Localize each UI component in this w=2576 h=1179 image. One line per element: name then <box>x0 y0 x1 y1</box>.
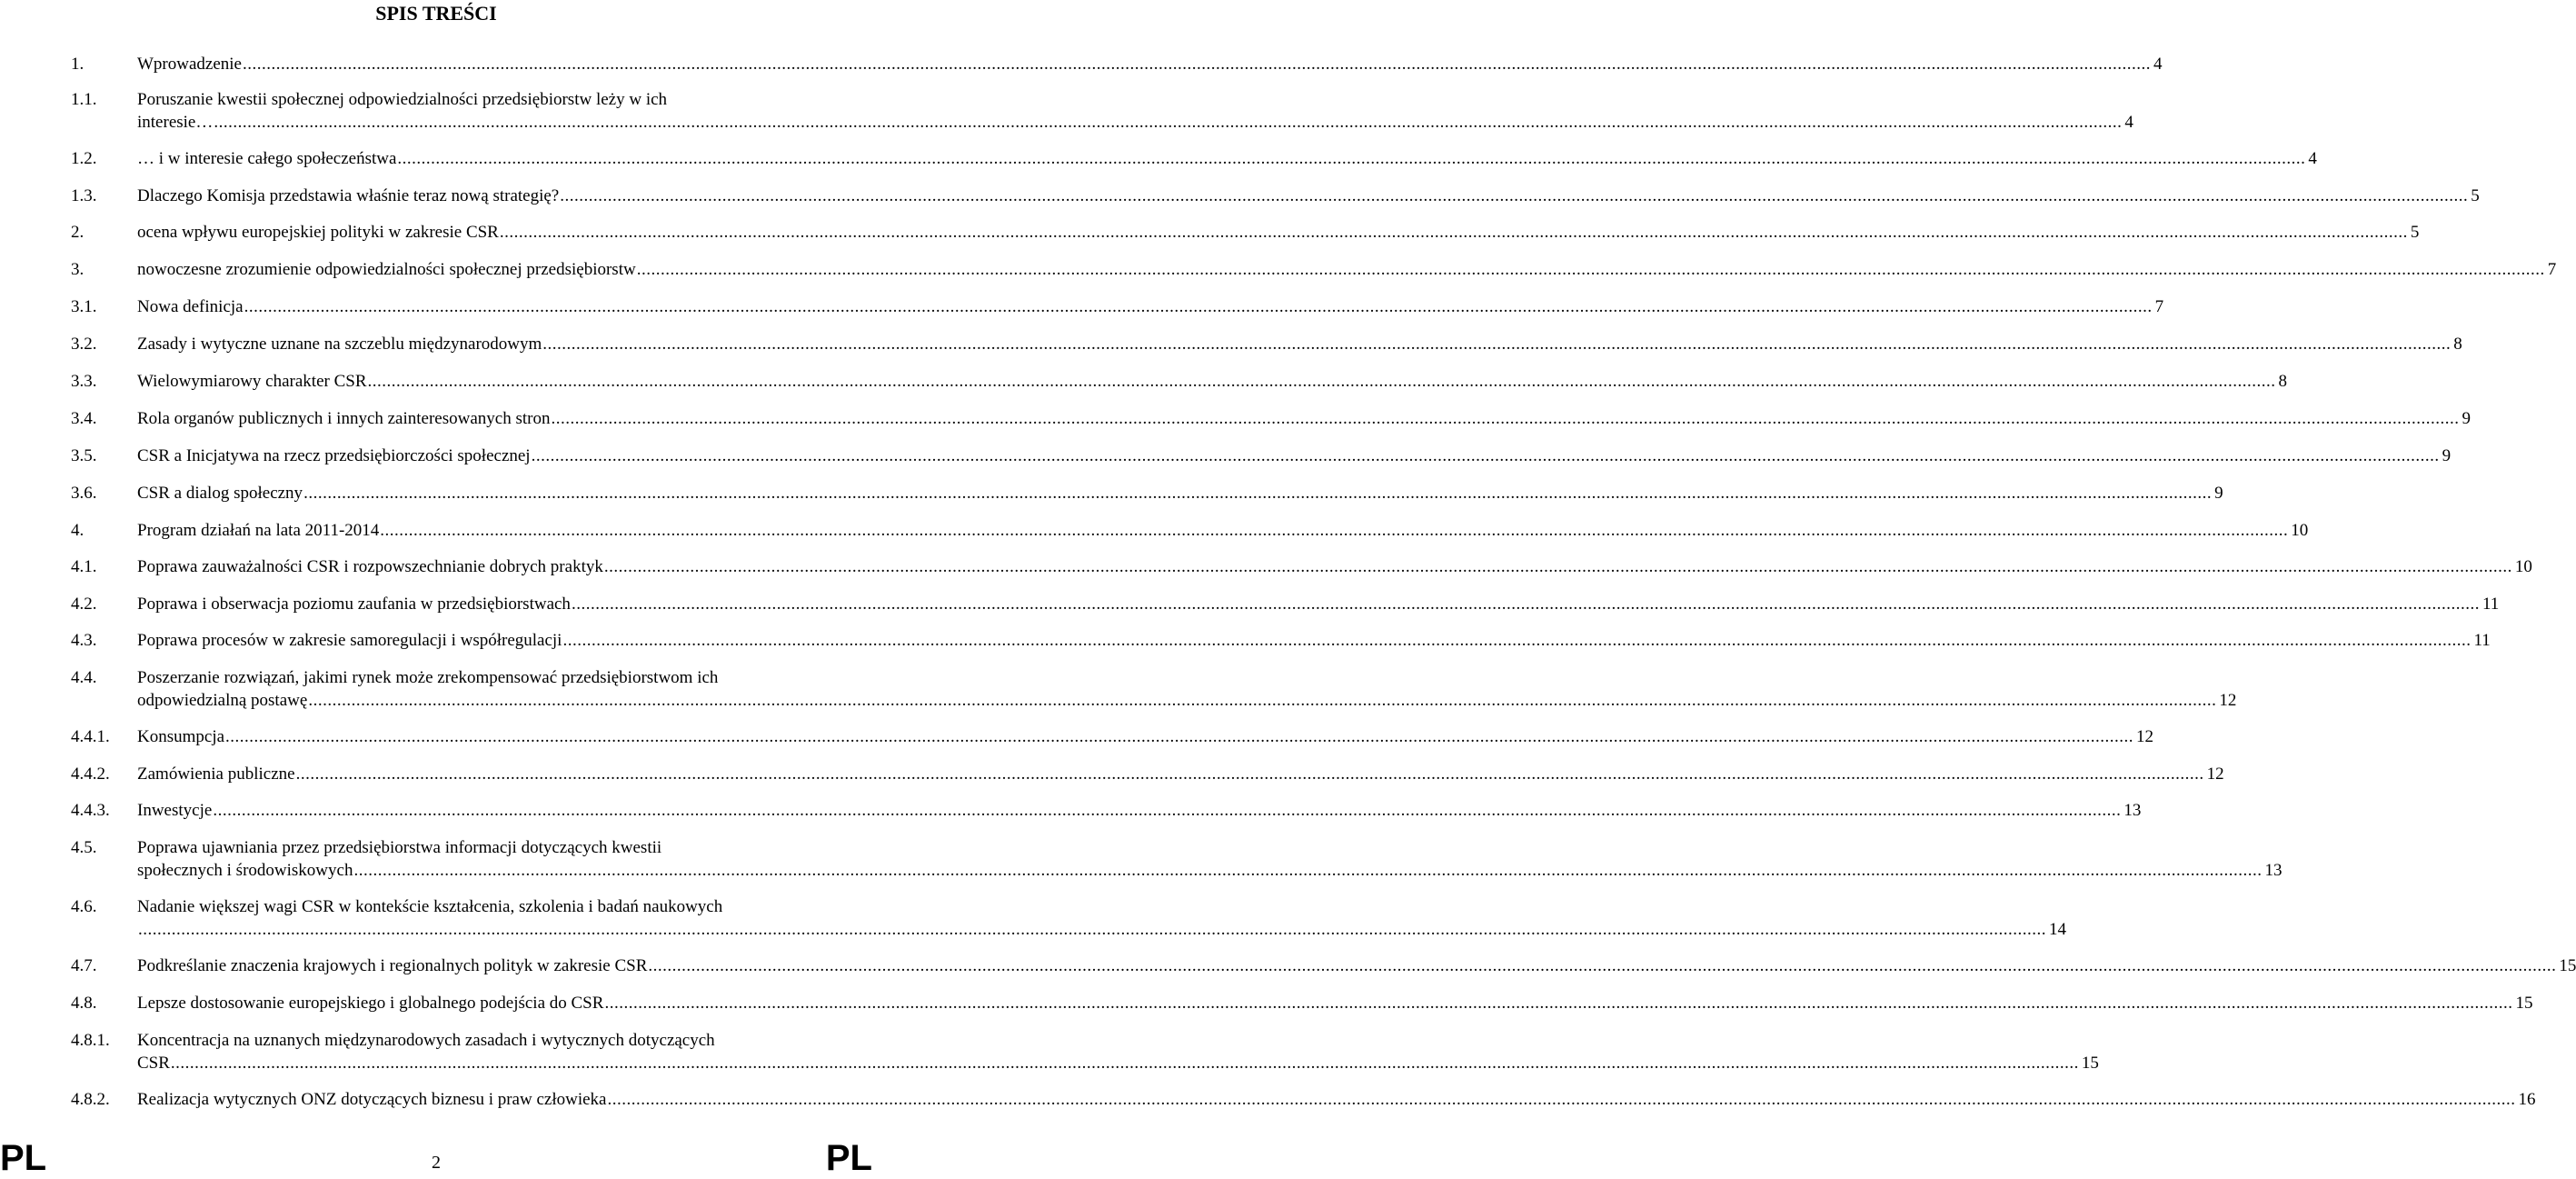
toc-entry-title: Zasady i wytyczne uznane na szczeblu międzynarodowym <box>137 335 542 354</box>
toc-entry[interactable] <box>71 895 2066 941</box>
toc-entry-page: 8 <box>2453 335 2462 354</box>
toc-entry-page: 8 <box>2278 372 2288 391</box>
toc-entry-title: ocena wpływu europejskiej polityki w zakresie CSR <box>137 223 499 242</box>
toc-entry[interactable] <box>71 147 2317 170</box>
toc-entry-title: Inwestycje <box>137 801 213 820</box>
dot-leader: ................................................................................................................................................................................................................................................................................................................................................................................................................ <box>636 260 2545 279</box>
language-code-right: PL <box>825 1138 872 1178</box>
toc-entry-number: 4.3. <box>71 631 97 650</box>
toc-entry[interactable] <box>71 53 2163 75</box>
toc-entry-title: Zamówienia publiczne <box>137 764 295 784</box>
toc-entry[interactable] <box>71 445 2452 467</box>
toc-entry-page: 15 <box>2515 994 2533 1013</box>
dot-leader: ................................................................................................................................................................................................................................................................................................................................................................................................................ <box>367 372 2276 391</box>
toc-entry-page: 9 <box>2214 484 2223 503</box>
toc-entry-title: Dlaczego Komisja przedstawia właśnie teraz nową strategię? <box>137 186 560 205</box>
toc-entry-number: 3. <box>71 260 85 279</box>
toc-entry-page: 11 <box>2482 594 2500 614</box>
dot-leader: ................................................................................................................................................................................................................................................................................................................................................................................................................ <box>138 920 2046 939</box>
toc-entry-page: 4 <box>2153 55 2163 74</box>
toc-entry-number: 4.5. <box>71 838 97 857</box>
dot-leader: ................................................................................................................................................................................................................................................................................................................................................................................................................ <box>499 223 2408 242</box>
toc-entry-number: 1.2. <box>71 149 97 168</box>
toc-entry[interactable] <box>71 370 2288 393</box>
toc-entry[interactable] <box>71 1088 2536 1111</box>
dot-leader: ................................................................................................................................................................................................................................................................................................................................................................................................................ <box>213 801 2122 820</box>
dot-leader: ................................................................................................................................................................................................................................................................................................................................................................................................................ <box>571 594 2480 614</box>
toc-entry-page: 12 <box>2219 691 2237 710</box>
toc-entry-title: … i w interesie całego społeczeństwa <box>137 149 397 168</box>
toc-entry-title: Lepsze dostosowanie europejskiego i globalnego podejścia do CSR <box>137 994 604 1013</box>
dot-leader: ................................................................................................................................................................................................................................................................................................................................................................................................................ <box>397 149 2306 168</box>
toc-entry-number: 4.8.1. <box>71 1031 110 1050</box>
toc-entry-page: 12 <box>2206 764 2224 784</box>
toc-entry[interactable] <box>71 88 2133 134</box>
toc-entry-title: Nowa definicja <box>137 297 244 316</box>
toc-entry-title-line: Poszerzanie rozwiązań, jakimi rynek może zrekompensować przedsiębiorstwom ich <box>137 668 719 687</box>
toc-entry-title: Podkreślanie znaczenia krajowych i regionalnych polityk w zakresie CSR <box>137 956 648 975</box>
toc-entry-number: 1.3. <box>71 186 97 205</box>
dot-leader: ................................................................................................................................................................................................................................................................................................................................................................................................................ <box>225 727 2134 746</box>
toc-entry-number: 3.3. <box>71 372 97 391</box>
toc-entry-title: Poprawa procesów w zakresie samoregulacji i współregulacji <box>137 631 562 650</box>
toc-entry-title: Rola organów publicznych i innych zainteresowanych stron <box>137 409 551 428</box>
toc-entry[interactable] <box>71 1029 2099 1074</box>
toc-entry-number: 2. <box>71 223 85 242</box>
toc-entry-number: 3.2. <box>71 335 97 354</box>
toc-entry-number: 3.5. <box>71 446 97 465</box>
toc-entry-title: nowoczesne zrozumienie odpowiedzialności społecznej przedsiębiorstw <box>137 260 636 279</box>
toc-entry-number: 4. <box>71 521 85 540</box>
toc-entry-number: 4.8.2. <box>71 1090 110 1109</box>
toc-entry-title: odpowiedzialną postawę <box>137 691 308 710</box>
toc-entry-number: 4.4.1. <box>71 727 110 746</box>
toc-entry-page: 13 <box>2264 861 2283 880</box>
toc-entry-title-line: Poprawa ujawniania przez przedsiębiorstwa informacji dotyczących kwestii <box>137 838 662 857</box>
dot-leader: ................................................................................................................................................................................................................................................................................................................................................................................................................ <box>560 186 2469 205</box>
toc-entry-title-line: Koncentracja na uznanych międzynarodowych zasadach i wytycznych dotyczących <box>137 1031 715 1050</box>
toc-entry-title: Wielowymiarowy charakter CSR <box>137 372 367 391</box>
toc-entry-page: 13 <box>2123 801 2142 820</box>
toc-entry[interactable] <box>71 725 2154 748</box>
toc-entry-page: 10 <box>2291 521 2309 540</box>
dot-leader: ................................................................................................................................................................................................................................................................................................................................................................................................................ <box>603 557 2512 576</box>
dot-leader: ................................................................................................................................................................................................................................................................................................................................................................................................................ <box>380 521 2289 540</box>
toc-entry-page: 11 <box>2473 631 2491 650</box>
toc-entry-number: 4.7. <box>71 956 97 975</box>
toc-entry-page: 15 <box>2081 1054 2099 1073</box>
toc-entry-title: Realizacja wytycznych ONZ dotyczących biznesu i praw człowieka <box>137 1090 607 1109</box>
toc-entry-number: 4.2. <box>71 594 97 614</box>
toc-entry-number: 1. <box>71 55 85 74</box>
toc-entry[interactable] <box>71 992 2533 1014</box>
toc-entry-number: 4.4.2. <box>71 764 110 784</box>
toc-entry-page: 7 <box>2547 260 2557 279</box>
dot-leader: ................................................................................................................................................................................................................................................................................................................................................................................................................ <box>562 631 2472 650</box>
toc-entry-page: 5 <box>2471 186 2480 205</box>
toc-entry-number: 4.8. <box>71 994 97 1013</box>
toc-entry[interactable] <box>71 666 2237 712</box>
toc-entry-page: 4 <box>2124 113 2133 132</box>
dot-leader: ................................................................................................................................................................................................................................................................................................................................................................................................................ <box>244 297 2153 316</box>
toc-entry-title: CSR <box>137 1054 170 1073</box>
toc-entry-title-line: Nadanie większej wagi CSR w kontekście kształcenia, szkolenia i badań naukowych <box>137 897 723 916</box>
toc-entry-number: 4.4.3. <box>71 801 110 820</box>
toc-entry-title: Wprowadzenie <box>137 55 242 74</box>
toc-entry[interactable] <box>71 629 2491 652</box>
dot-leader: ................................................................................................................................................................................................................................................................................................................................................................................................................ <box>648 956 2557 975</box>
dot-leader: ................................................................................................................................................................................................................................................................................................................................................................................................................ <box>542 335 2452 354</box>
toc-entry[interactable] <box>71 519 2309 542</box>
toc-entry-page: 5 <box>2410 223 2420 242</box>
page-title: SPIS TREŚCI <box>375 2 497 25</box>
toc-entry-number: 4.1. <box>71 557 97 576</box>
toc-entry-title-line: Poruszanie kwestii społecznej odpowiedzialności przedsiębiorstw leży w ich <box>137 90 668 109</box>
dot-leader: ................................................................................................................................................................................................................................................................................................................................................................................................................ <box>243 55 2151 74</box>
toc-entry-page: 16 <box>2518 1090 2536 1109</box>
toc-entry[interactable] <box>71 258 2557 281</box>
toc-entry-number: 4.6. <box>71 897 97 916</box>
toc-entry-number: 3.4. <box>71 409 97 428</box>
toc-entry[interactable] <box>71 407 2471 430</box>
toc-entry-number: 4.4. <box>71 668 97 687</box>
toc-entry[interactable] <box>71 593 2500 615</box>
toc-entry-page: 12 <box>2136 727 2154 746</box>
toc-entry[interactable] <box>71 221 2420 244</box>
dot-leader: ................................................................................................................................................................................................................................................................................................................................................................................................................ <box>170 1054 2079 1073</box>
toc-entry[interactable] <box>71 799 2142 822</box>
toc-entry-number: 3.6. <box>71 484 97 503</box>
toc-entry-title: Poprawa zauważalności CSR i rozpowszechnianie dobrych praktyk <box>137 557 603 576</box>
dot-leader: ................................................................................................................................................................................................................................................................................................................................................................................................................ <box>531 446 2440 465</box>
toc-entry-number: 3.1. <box>71 297 97 316</box>
toc-entry[interactable] <box>71 295 2164 318</box>
dot-leader: ................................................................................................................................................................................................................................................................................................................................................................................................................ <box>308 691 2217 710</box>
toc-entry-page: 7 <box>2154 297 2164 316</box>
toc-entry-title: interesie… <box>137 113 214 132</box>
toc-entry-title: społecznych i środowiskowych <box>137 861 353 880</box>
page-number: 2 <box>432 1153 441 1173</box>
toc-entry-page: 9 <box>2442 446 2452 465</box>
dot-leader: ................................................................................................................................................................................................................................................................................................................................................................................................................ <box>353 861 2263 880</box>
dot-leader: ................................................................................................................................................................................................................................................................................................................................................................................................................ <box>303 484 2213 503</box>
toc-entry-page: 9 <box>2462 409 2471 428</box>
toc-entry[interactable] <box>71 836 2283 882</box>
toc-entry[interactable] <box>71 954 2576 977</box>
language-code-left: PL <box>0 1138 47 1178</box>
dot-leader: ................................................................................................................................................................................................................................................................................................................................................................................................................ <box>551 409 2460 428</box>
toc-entry[interactable] <box>71 333 2462 355</box>
toc-entry-page: 10 <box>2514 557 2532 576</box>
toc-entry-page: 14 <box>2049 920 2066 939</box>
toc-entry-page: 15 <box>2559 956 2576 975</box>
toc-entry-title: Konsumpcja <box>137 727 225 746</box>
toc-entry-title: CSR a Inicjatywa na rzecz przedsiębiorczości społecznej <box>137 446 531 465</box>
dot-leader: ................................................................................................................................................................................................................................................................................................................................................................................................................ <box>214 113 2123 132</box>
dot-leader: ................................................................................................................................................................................................................................................................................................................................................................................................................ <box>607 1090 2516 1109</box>
toc-entry-title: Poprawa i obserwacja poziomu zaufania w przedsiębiorstwach <box>137 594 571 614</box>
toc-entry[interactable] <box>71 763 2224 785</box>
toc-entry-title: Program działań na lata 2011-2014 <box>137 521 380 540</box>
dot-leader: ................................................................................................................................................................................................................................................................................................................................................................................................................ <box>604 994 2513 1013</box>
toc-entry[interactable] <box>71 482 2223 505</box>
toc-entry[interactable] <box>71 185 2480 207</box>
dot-leader: ................................................................................................................................................................................................................................................................................................................................................................................................................ <box>295 764 2204 784</box>
toc-entry-title: CSR a dialog społeczny <box>137 484 303 503</box>
toc-entry-number: 1.1. <box>71 90 97 109</box>
toc-entry[interactable] <box>71 555 2532 578</box>
toc-entry-page: 4 <box>2308 149 2317 168</box>
